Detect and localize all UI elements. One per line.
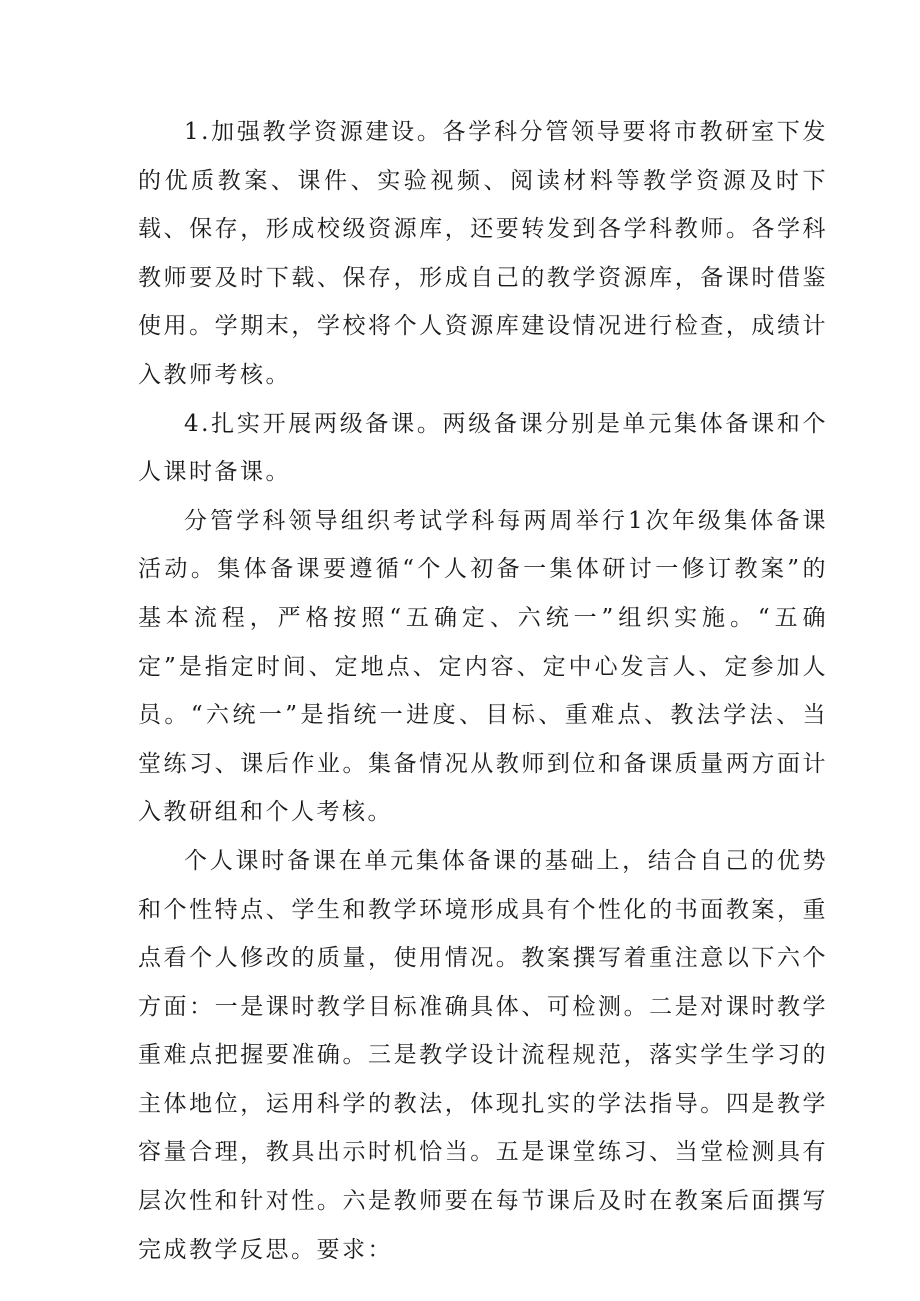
paragraph-collective-lesson-prep: 分管学科领导组织考试学科每两周举行1次年级集体备课活动。集体备课要遵循“个人初备一集体研讨一修订教案”的基本流程，严格按照“五确定、六统一”组织实施。“五确定”是指定时间、定地点、定内容、定中心发言人、定参加人员。“六统一”是指统一进度、目标、重难点、教法学法、当堂练习、课后作业。集备情况从教师到位和备课质量两方面计入教研组和个人考核。 [138,507,828,826]
paragraph-resource-building: 1.加强教学资源建设。各学科分管领导要将市教研室下发的优质教案、课件、实验视频、阅读材料等教学资源及时下载、保存，形成校级资源库，还要转发到各学科教师。各学科教师要及时下载、保存，形成自己的教学资源库，备课时借鉴使用。学期末，学校将个人资源库建设情况进行检查，成绩计入教师考核。 [138,119,828,388]
paragraph-two-level-lesson-prep: 4.扎实开展两级备课。两级备课分别是单元集体备课和个人课时备课。 [138,410,828,486]
paragraph-individual-lesson-prep: 个人课时备课在单元集体备课的基础上，结合自己的优势和个性特点、学生和教学环境形成具有个性化的书面教案，重点看个人修改的质量，使用情况。教案撰写着重注意以下六个方面：一是课时教学目标准确具体、可检测。二是对课时教学重难点把握要准确。三是教学设计流程规范，落实学生学习的主体地位，运用科学的教法，体现扎实的学法指导。四是教学容量合理，教具出示时机恰当。五是课堂练习、当堂检测具有层次性和针对性。六是教师要在每节课后及时在教案后面撰写完成教学反思。要求： [138,847,828,1263]
document-body [138,108,828,1274]
